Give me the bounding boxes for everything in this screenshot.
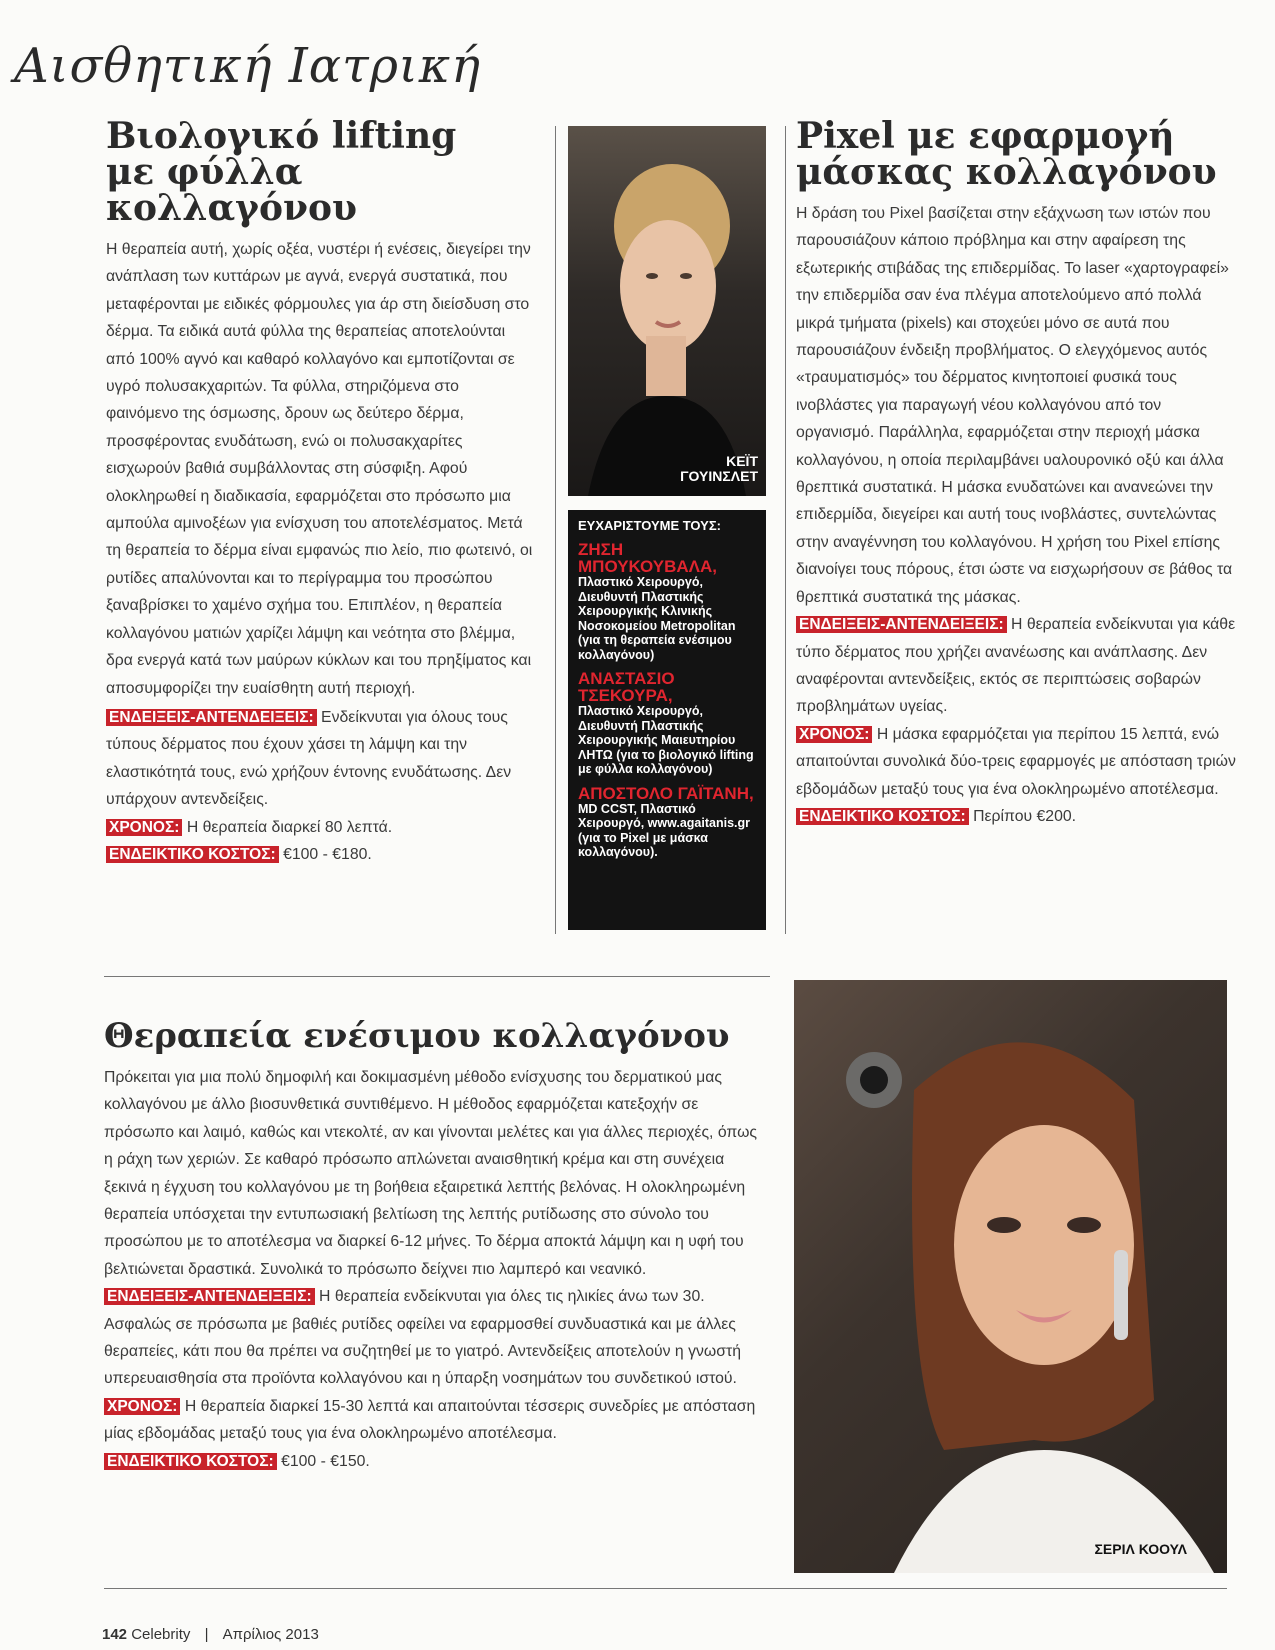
footer-separator: |: [204, 1626, 209, 1643]
section-divider: [104, 976, 770, 977]
duration: [796, 721, 1236, 803]
credit-desc-2: Πλαστικό Χειρουργό, Διευθυντή Πλαστικής Χειρουργικής Μαιευτηρίου ΛΗΤΩ (για το βιολογικό lifting με φύλλα κολλαγόνου): [578, 704, 754, 776]
duration-label: ΧΡΟΝΟΣ:: [104, 1398, 180, 1415]
title-line-2: με φύλλα κολλαγόνου: [106, 151, 357, 229]
duration: [106, 814, 534, 841]
indications: [796, 611, 1236, 721]
title-line-1: Βιολογικό lifting: [106, 115, 457, 157]
title-line-1: Pixel με εφαρμογή: [796, 115, 1175, 157]
cost-label: ΕΝΔΕΙΚΤΙΚΟ ΚΟΣΤΟΣ:: [104, 1453, 277, 1470]
column-divider-right: [785, 126, 786, 934]
article-pixel: [796, 115, 1236, 830]
duration-text: Η μάσκα εφαρμόζεται για περίπου 15 λεπτά, ενώ απαιτούνται συνολικά δύο-τρεις εφαρμογές με απόσταση τριών εβδομάδων μεταξύ τους για ένα ολοκληρωμένο αποτέλεσμα.: [796, 725, 1236, 798]
cost: [104, 1448, 770, 1475]
article-body: Η θεραπεία αυτή, χωρίς οξέα, νυστέρι ή ενέσεις, διεγείρει την ανάπλαση των κυττάρων με αγνά, ενεργά συστατικά, που μεταφέρονται με ειδικές φόρμουλες για άρ στη διείσδυση στο δέρμα. Τα ειδικά αυτά φύλλα της θεραπείας αποτελούνται από 100% αγνό και καθαρό κολλαγόνο και εμποτίζονται σε υγρό πολυσακχαριτών. Τα φύλλα, στηριζόμενα στο φαινόμενο της όσμωσης, δρουν ως δεύτερο δέρμα, προσφέροντας ενυδάτωση, ενώ οι πολυσακχαρίτες εισχωρούν βαθιά συμβάλλοντας στη σύσφιξη. Αφού ολοκληρωθεί η διαδικασία, εφαρμόζεται στο πρόσωπο μια αμπούλα αμινοξέων για ενίσχυση του αποτελέσματος. Μετά τη θεραπεία το δέρμα είναι εμφανώς πιο λείο, πιο φωτεινό, οι ρυτίδες απαλύνονται και το περίγραμμα του προσώπου ξαναβρίσκει το χαμένο σχήμα του. Επιπλέον, η θεραπεία κολλαγόνου ματιών χαρίζει λάμψη και νεότητα στο βλέμμα, δρα ενεργά κατά των μαύρων κύκλων και του πρηξίματος και αποσυμφορίζει την ευαίσθητη αυτή περιοχή.: [106, 241, 533, 697]
indications: [104, 1283, 770, 1393]
credit-name-1: ΖΗΣΗ ΜΠΟΥΚΟΥΒΑΛΑ,: [578, 540, 718, 576]
magazine-name: Celebrity: [131, 1626, 191, 1643]
duration-label: ΧΡΟΝΟΣ:: [106, 819, 182, 836]
caption-line-2: ΓΟΥΙΝΣΛΕΤ: [680, 468, 758, 484]
indications: [106, 704, 534, 814]
cost-label: ΕΝΔΕΙΚΤΙΚΟ ΚΟΣΤΟΣ:: [796, 808, 969, 825]
indications-label: ΕΝΔΕΙΞΕΙΣ-ΑΝΤΕΝΔΕΙΞΕΙΣ:: [104, 1288, 315, 1305]
credit-name-2: ΑΝΑΣΤΑΣΙΟ ΤΣΕΚΟΥΡΑ,: [578, 669, 675, 705]
duration-label: ΧΡΟΝΟΣ:: [796, 726, 872, 743]
issue-date: Απρίλιος 2013: [222, 1626, 319, 1643]
credits-box: [568, 510, 766, 930]
caption-line-1: ΚΕΪΤ: [726, 453, 758, 469]
credit-name-3: ΑΠΟΣΤΟΛΟ ΓΑΪΤΑΝΗ,: [578, 783, 754, 803]
cost-text: €100 - €180.: [278, 845, 372, 863]
cost-text: €100 - €150.: [276, 1452, 370, 1470]
cost: [106, 841, 534, 868]
indications-text: Η θεραπεία ενδείκνυται για κάθε τύπο δέρματος που χρήζει ανανέωσης και ανάπλασης. Δεν αναφέρονται αντενδείξεις, εκτός σε περιπτώσεις σοβαρών προβλημάτων υγείας.: [796, 616, 1236, 716]
credit-desc-1: Πλαστικό Χειρουργό, Διευθυντή Πλαστικής Χειρουργικής Κλινικής Νοσοκομείου Metropolitan (για τη θεραπεία ενέσιμου κολλαγόνου): [578, 575, 736, 662]
photo-caption: [680, 454, 758, 484]
cost-label: ΕΝΔΕΙΚΤΙΚΟ ΚΟΣΤΟΣ:: [106, 846, 279, 863]
article-title: [796, 115, 1236, 193]
duration-text: Η θεραπεία διαρκεί 15-30 λεπτά και απαιτούνται τέσσερις συνεδρίες με απόσταση μίας εβδομάδας μεταξύ τους για ένα ολοκληρωμένο αποτέλεσμα.: [104, 1397, 756, 1443]
indications-label: ΕΝΔΕΙΞΕΙΣ-ΑΝΤΕΝΔΕΙΞΕΙΣ:: [106, 709, 317, 726]
indications-text: Η θεραπεία ενδείκνυται για όλες τις ηλικίες άνω των 30. Ασφαλώς σε πρόσωπα με βαθιές ρυτίδες οφείλει να εφαρμοσθεί συνδυαστικά και με άλλες θεραπείες, κάτι που θα πρέπει να συζητηθεί με το γιατρό. Αντενδείξεις αποτελούν η γνωστή υπερευαισθησία στα προϊόντα κολλαγόνου και η ύπαρξη νοσημάτων του συνδετικού ιστού.: [104, 1288, 741, 1388]
cost-text: Περίπου €200.: [968, 807, 1077, 825]
article-biological-lifting: [106, 115, 534, 868]
indications-label: ΕΝΔΕΙΞΕΙΣ-ΑΝΤΕΝΔΕΙΞΕΙΣ:: [796, 616, 1007, 633]
photo-kate-winslet: [568, 126, 766, 496]
article-body: Πρόκειται για μια πολύ δημοφιλή και δοκιμασμένη μέθοδο ενίσχυσης του δερματικού μας κολλαγόνου με άλλο βιοσυνθετικά συντιθέμενο. Η μέθοδος εφαρμόζεται κατεξοχήν σε πρόσωπο και λαιμό, καθώς και ντεκολτέ, αν και γίνονται μελέτες και για άλλες περιοχές, όπως η ράχη των χεριών. Σε καθαρό πρόσωπο απλώνεται αναισθητική κρέμα και στη συνέχεια ξεκινά η έγχυση του κολλαγόνου με τη βοήθεια εξαιρετικά λεπτής βελόνας. Η ολοκληρωμένη θεραπεία υπόσχεται την εντυπωσιακή βελτίωση της λεπτής ρυτίδωσης στο σύνολο του προσώπου με το αποτέλεσμα να διαρκεί 6-12 μήνες. Το δέρμα αποκτά λάμψη και η υφή του βελτιώνεται δραστικά. Συνολικά το πρόσωπο δείχνει πιο λαμπερό και νεανικό.: [104, 1069, 758, 1278]
article-body: Η δράση του Pixel βασίζεται στην εξάχνωση των ιστών που παρουσιάζουν κάποιο πρόβλημα και στην αφαίρεση της εξωτερικής στιβάδας της επιδερμίδας. Το laser «χαρτογραφεί» την επιδερμίδα σαν ένα πλέγμα αποτελούμενο από πολλά μικρά τμήματα (pixels) και στοχεύει μόνο σε αυτά που παρουσιάζουν ένδειξη προβλήματος. Ο ελεγχόμενος αυτός «τραυματισμός» του δέρματος κινητοποιεί φυσικά τους ινοβλάστες για παραγωγή νέου κολλαγόνου από τον οργανισμό. Παράλληλα, εφαρμόζεται στην περιοχή μάσκα κολλαγόνου, η οποία περιλαμβάνει υαλουρονικό οξύ και άλλα θρεπτικά συστατικά. Η μάσκα ενυδατώνει και ανανεώνει την επιδερμίδα, διεγείρει και αυτή τους ινοβλάστες, συντελώντας στην αναγέννηση του κολλαγόνου. Η χρήση του Pixel επίσης διανοίγει τους πόρους, έτσι ώστε να εισχωρήσουν σε βάθος τα θρεπτικά συστατικά της μάσκας.: [796, 205, 1233, 606]
title-line-2: μάσκας κολλαγόνου: [796, 151, 1217, 193]
cost: [796, 803, 1236, 830]
article-title: Θεραπεία ενέσιμου κολλαγόνου: [104, 1016, 730, 1056]
footer-divider: [104, 1588, 1227, 1589]
portrait-illustration: [794, 980, 1227, 1573]
page-footer: [102, 1626, 319, 1643]
photo-cheryl-cole: [794, 980, 1227, 1573]
duration-text: Η θεραπεία διαρκεί 80 λεπτά.: [182, 818, 393, 836]
section-label: Αισθητική Ιατρική: [14, 38, 481, 94]
article-title: [106, 115, 534, 229]
indications-text: Ενδείκνυται για όλους τους τύπους δέρματος που έχουν χάσει τη λάμψη και την ελαστικότητά τους, ενώ χρήζουν έντονης ενυδάτωσης. Δεν υπάρχουν αντενδείξεις.: [106, 708, 512, 809]
page-number: 142: [102, 1626, 128, 1643]
column-divider-left: [555, 126, 556, 934]
photo-caption: ΣΕΡΙΛ ΚΟΟΥΛ: [1094, 1541, 1187, 1557]
credits-heading: ΕΥΧΑΡΙΣΤΟΥΜΕ ΤΟΥΣ:: [578, 518, 721, 533]
article-injectable-collagen: [104, 1018, 770, 1475]
credit-desc-3: MD CCST, Πλαστικό Χειρουργό, www.agaitanis.gr (για το Pixel με μάσκα κολλαγόνου).: [578, 801, 750, 859]
portrait-illustration: [568, 126, 766, 496]
duration: [104, 1393, 770, 1448]
